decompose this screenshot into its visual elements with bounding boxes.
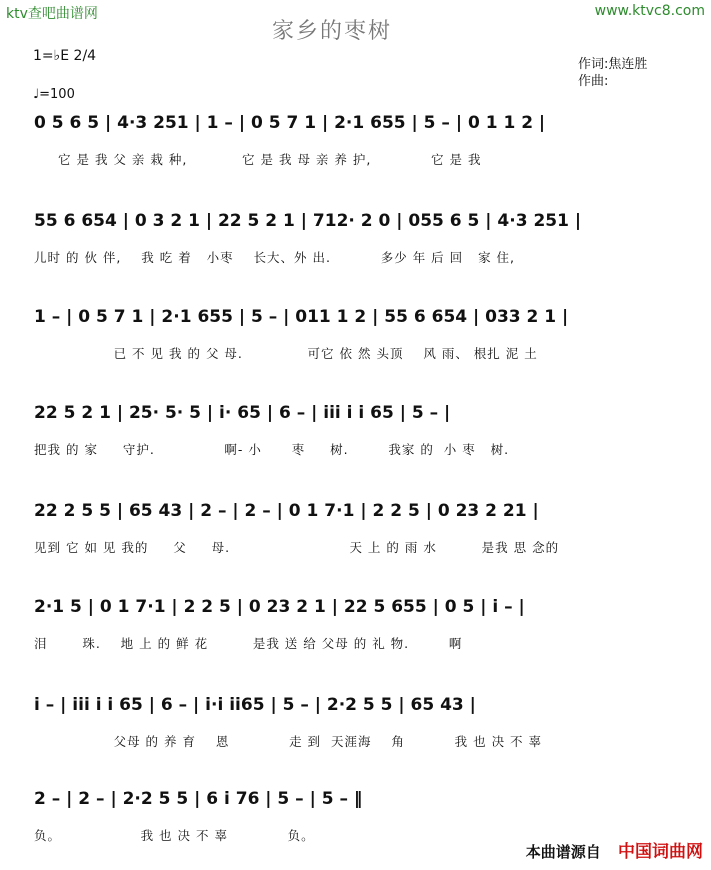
notation-text: 0 5 6 5 | 4·3 251 | 1 – | 0 5 7 1 | 2·1 655 | 5 – | 0 1 1 2 |	[34, 113, 546, 133]
notation-text: 55 6 654 | 0 3 2 1 | 22 5 2 1 | 712· 2 0 | 055 6 5 | 4·3 251 |	[34, 211, 582, 231]
notation-text: 2 – | 2 – | 2·2 5 5 | 6 i 76 | 5 – | 5 – ‖	[34, 789, 363, 809]
notation-line-4	[0, 396, 711, 430]
notation-line-1	[0, 106, 711, 140]
score-system-1	[0, 106, 711, 186]
footer-site-link[interactable]: 中国词曲网	[618, 842, 703, 862]
score-system-3	[0, 300, 711, 380]
notation-line-5	[0, 494, 711, 528]
lyrics-line-2: 儿时 的 伙 伴, 我 吃 着 小枣 长大、外 出. 多少 年 后 回 家 住,	[34, 250, 516, 265]
lyrics-line-7: 父母 的 养 育 恩 走 到 天涯海 角 我 也 决 不 辜	[34, 734, 543, 749]
notation-text: i – | iii i i 65 | 6 – | i·i ii65 | 5 – | 2·2 5 5 | 65 43 |	[34, 695, 476, 715]
lyrics-line-3: 已 不 见 我 的 父 母. 可它 依 然 头顶 风 雨、 根扎 泥 土	[34, 346, 538, 361]
notation-text: 22 5 2 1 | 25· 5· 5 | i· 65 | 6 – | iii i i 65 | 5 – |	[34, 403, 451, 423]
score-system-4	[0, 396, 711, 476]
lyrics-line-1: 它 是 我 父 亲 栽 种, 它 是 我 母 亲 养 护, 它 是 我	[58, 152, 482, 167]
notation-text: 22 2 5 5 | 65 43 | 2 – | 2 – | 0 1 7·1 | 2 2 5 | 0 23 2 21 |	[34, 501, 539, 521]
lyrics-line-6: 泪 珠. 地 上 的 鲜 花 是我 送 给 父母 的 礼 物. 啊	[34, 636, 463, 651]
notation-line-7	[0, 688, 711, 722]
tempo-marking: ♩=100	[33, 87, 75, 102]
notation-line-3	[0, 300, 711, 334]
score-system-7	[0, 688, 711, 768]
lyrics-line-4: 把我 的 家 守护. 啊- 小 枣 树. 我家 的 小 枣 树.	[34, 442, 510, 457]
score-system-2	[0, 204, 711, 284]
notation-line-6	[0, 590, 711, 624]
composer: 作曲:	[578, 74, 609, 89]
credits	[578, 56, 647, 90]
notation-text: 2·1 5 | 0 1 7·1 | 2 2 5 | 0 23 2 1 | 22 5 655 | 0 5 | i – |	[34, 597, 525, 617]
lyricist: 作词:焦连胜	[578, 57, 648, 72]
notation-line-2	[0, 204, 711, 238]
watermark-left[interactable]: ktv查吧曲谱网	[6, 6, 98, 22]
notation-line-8	[0, 782, 711, 816]
notation-text: 1 – | 0 5 7 1 | 2·1 655 | 5 – | 011 1 2 | 55 6 654 | 033 2 1 |	[34, 307, 569, 327]
score-system-6	[0, 590, 711, 670]
song-title: 家乡的枣树	[272, 19, 393, 44]
key-signature: 1=♭E 2/4	[33, 48, 97, 64]
score-system-5	[0, 494, 711, 574]
lyrics-line-5: 见到 它 如 见 我的 父 母. 天 上 的 雨 水 是我 思 念的	[34, 540, 560, 555]
watermark-right[interactable]: www.ktvc8.com	[594, 3, 705, 19]
lyrics-line-8: 负。 我 也 决 不 辜 负。	[34, 828, 315, 843]
footer	[526, 837, 703, 862]
footer-source: 本曲谱源自	[525, 843, 601, 861]
